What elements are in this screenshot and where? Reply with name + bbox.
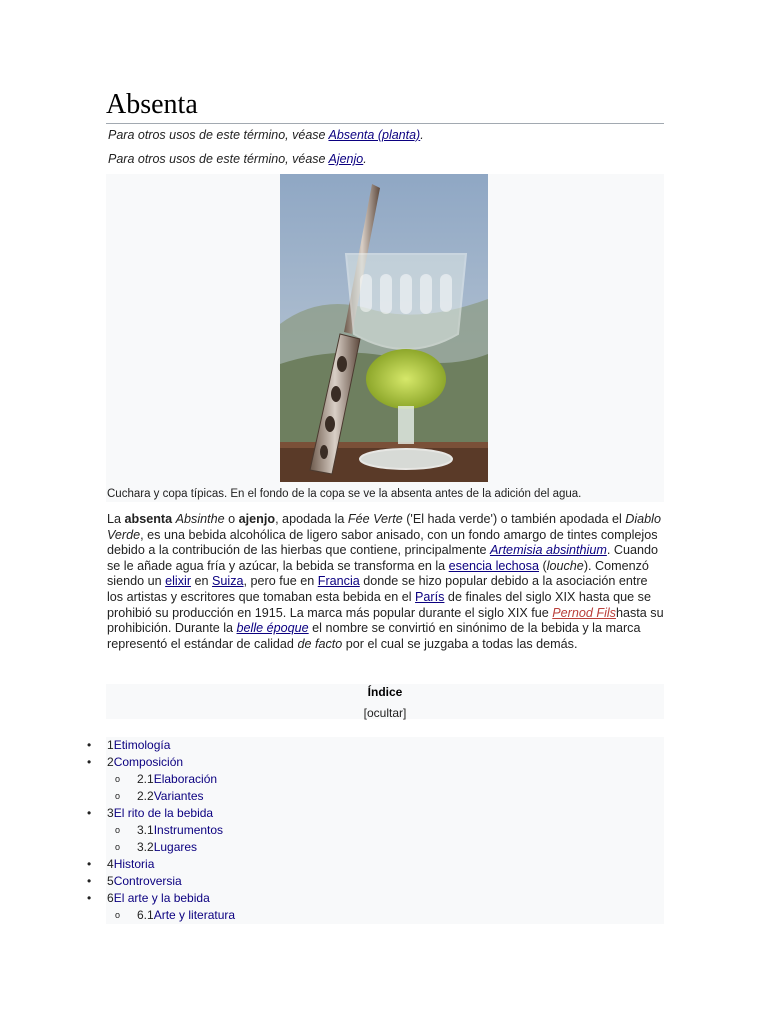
toc-entry xyxy=(107,873,182,890)
circle-bullet-icon: o xyxy=(115,842,121,852)
toc-entry xyxy=(107,754,183,771)
toc-number: 1 xyxy=(107,738,114,752)
toc-link[interactable]: Composición xyxy=(113,755,184,769)
toc-entry xyxy=(137,771,217,788)
italic-term: Diablo Verde xyxy=(107,512,661,542)
toc-title: Índice xyxy=(367,685,403,699)
toc-link[interactable]: El arte y la bebida xyxy=(113,891,210,905)
hatnote-suffix: . xyxy=(363,152,367,166)
text-run: , apodada la xyxy=(275,512,348,526)
toc-number: 3.1 xyxy=(137,823,154,837)
toc-link[interactable]: Etimología xyxy=(113,738,171,752)
italic-term: de facto xyxy=(297,636,343,651)
toc-item-background xyxy=(106,754,664,771)
text-run: de finales del siglo XIX hasta que se prohibió su producción en 1915. La marca más popular durante el siglo XIX fue xyxy=(107,589,651,620)
toc-entry xyxy=(107,805,213,822)
absinthe-glass-photo[interactable] xyxy=(280,174,488,482)
hatnote-prefix: Para otros usos de este término, véase xyxy=(108,152,329,166)
toc-item xyxy=(0,839,768,856)
toc-item xyxy=(0,907,768,924)
circle-bullet-icon: o xyxy=(115,910,121,920)
toc-item xyxy=(0,856,768,873)
circle-bullet-icon: o xyxy=(115,774,121,784)
text-run: ). Comenzó siendo un xyxy=(107,558,649,589)
article-link[interactable]: Francia xyxy=(317,574,360,589)
toc-number: 2 xyxy=(107,755,114,769)
toc-item-background xyxy=(106,737,664,754)
toc-item xyxy=(0,788,768,805)
bold-term: ajenjo xyxy=(238,512,276,526)
toc-link[interactable]: Historia xyxy=(113,857,155,871)
toc-item-background xyxy=(106,873,664,890)
italic-term: Fée Verte xyxy=(347,512,403,526)
toc-item-background xyxy=(106,856,664,873)
toc-number: 3.2 xyxy=(137,840,154,854)
bullet-icon: • xyxy=(87,874,92,888)
text-run: por el cual se juzgaba a todas las demás. xyxy=(342,636,578,651)
bullet-icon: • xyxy=(87,891,92,905)
intro-paragraph xyxy=(107,512,667,652)
bullet-icon: • xyxy=(87,755,92,769)
figure-thumbnail xyxy=(106,174,664,502)
absinthe-glass-illustration xyxy=(280,174,488,482)
article-link[interactable]: elixir xyxy=(165,574,192,589)
article-link[interactable]: París xyxy=(415,589,445,604)
toc-entry xyxy=(137,839,197,856)
ajenjo-link[interactable]: Ajenjo xyxy=(328,152,364,166)
article-link[interactable]: Suiza xyxy=(212,574,244,589)
toc-item xyxy=(0,890,768,907)
toc-number: 2.2 xyxy=(137,789,154,803)
toc-link[interactable]: Elaboración xyxy=(153,772,218,786)
circle-bullet-icon: o xyxy=(115,791,121,801)
toc-item xyxy=(0,822,768,839)
toc-hide-toggle[interactable]: [ocultar] xyxy=(363,706,407,720)
toc-list xyxy=(0,737,768,924)
text-run: hasta su prohibición. Durante la xyxy=(107,605,664,636)
toc-number: 6 xyxy=(107,891,114,905)
toc-entry xyxy=(137,907,235,924)
toc-link[interactable]: Instrumentos xyxy=(153,823,224,837)
hatnote-prefix: Para otros usos de este término, véase xyxy=(108,128,329,142)
rail-highlight xyxy=(280,442,488,448)
toc-entry xyxy=(137,822,223,839)
hatnote-ajenjo xyxy=(108,151,367,167)
article-link[interactable]: Pernod Fils xyxy=(552,605,616,620)
bullet-icon: • xyxy=(87,806,92,820)
toc-link[interactable]: El rito de la bebida xyxy=(113,806,214,820)
toc-item xyxy=(0,771,768,788)
toc-entry xyxy=(107,890,210,907)
toc-number: 5 xyxy=(107,874,114,888)
article-link[interactable]: belle époque xyxy=(236,621,309,636)
text-run: ('El hada verde') o también apodada el xyxy=(402,512,626,526)
toc-link[interactable]: Lugares xyxy=(153,840,198,854)
toc-entry xyxy=(137,788,204,805)
article-link[interactable]: Artemisia absinthium xyxy=(489,543,607,558)
toc-item xyxy=(0,754,768,771)
toc-number: 4 xyxy=(107,857,114,871)
text-run: . Cuando se le añade agua fría y azúcar, la bebida se transforma en la xyxy=(107,543,658,573)
hatnote-absenta-planta xyxy=(108,127,424,143)
toc-link[interactable]: Controversia xyxy=(113,874,182,888)
bullet-icon: • xyxy=(87,857,92,871)
toc-entry xyxy=(107,856,154,873)
bold-term: absenta xyxy=(124,512,173,526)
page-title: Absenta xyxy=(106,88,664,124)
table-of-contents xyxy=(106,684,664,719)
article-link[interactable]: esencia lechosa xyxy=(448,558,539,573)
circle-bullet-icon: o xyxy=(115,825,121,835)
text-run: en xyxy=(191,574,213,589)
bullet-icon: • xyxy=(87,738,92,752)
text-run: donde se hizo popular debido a la asociación entre los artistas y escritores que tomaban esta bebida en el xyxy=(107,574,648,604)
toc-entry xyxy=(107,737,170,754)
italic-term: louche xyxy=(546,558,584,573)
italic-term: Absinthe xyxy=(175,512,225,526)
hatnote-suffix: . xyxy=(420,128,424,142)
text-run: ( xyxy=(538,558,547,573)
toc-item xyxy=(0,805,768,822)
toc-link[interactable]: Variantes xyxy=(153,789,204,803)
toc-number: 2.1 xyxy=(137,772,154,786)
absinthe-liquid xyxy=(366,349,446,409)
figure-caption: Cuchara y copa típicas. En el fondo de la copa se ve la absenta antes de la adición del agua. xyxy=(107,488,582,500)
text-run: La xyxy=(107,512,125,526)
text-run: el nombre se convirtió en sinónimo de la bebida y la marca representó el estándar de calidad xyxy=(107,621,641,651)
toc-number: 6.1 xyxy=(137,908,154,922)
absenta-planta-link[interactable]: Absenta (planta) xyxy=(328,128,421,142)
toc-item xyxy=(0,873,768,890)
text-run: o xyxy=(224,512,239,526)
toc-number: 3 xyxy=(107,806,114,820)
toc-item xyxy=(0,737,768,754)
text-run: , es una bebida alcohólica de ligero sabor anisado, con un fondo amargo de tintes complejos debido a la contribución de las hierbas que contiene, principalmente xyxy=(107,527,658,558)
toc-link[interactable]: Arte y literatura xyxy=(153,908,236,922)
text-run: , pero fue en xyxy=(243,574,318,589)
